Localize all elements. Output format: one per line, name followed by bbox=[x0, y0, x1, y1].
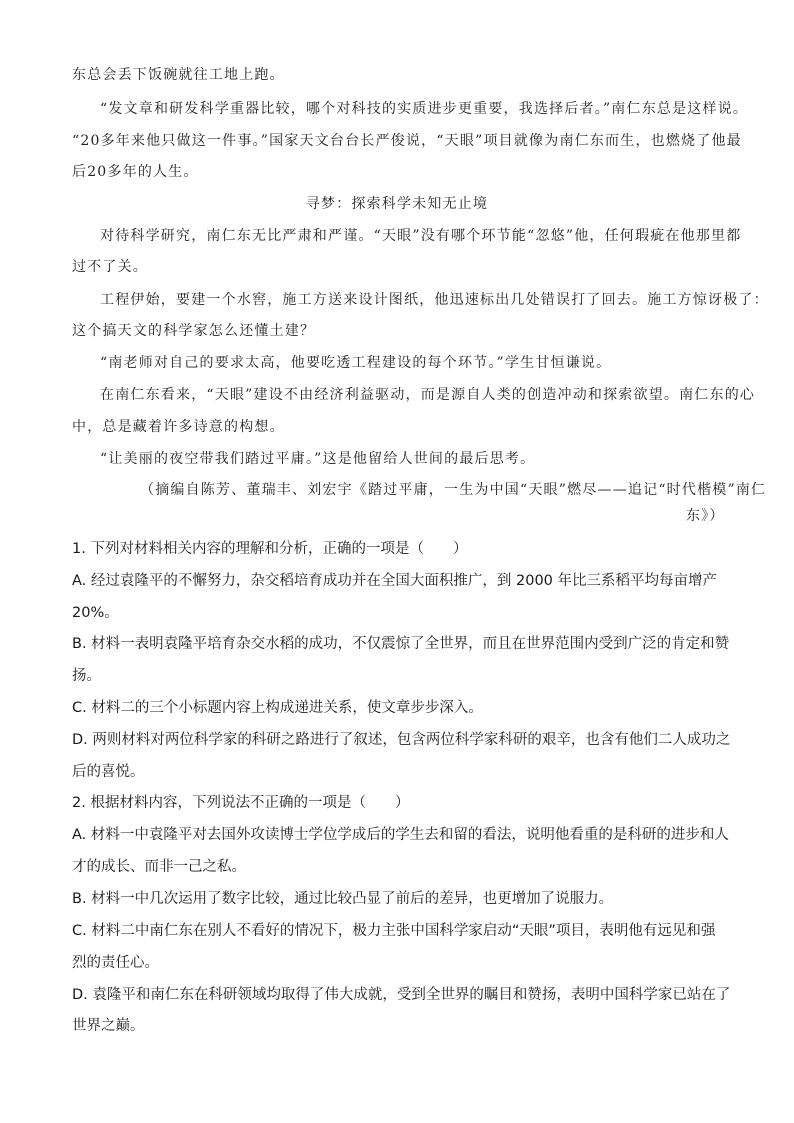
option-a: 才的成长、而非一己之私。 bbox=[72, 859, 246, 875]
option-a: A. 经过袁隆平的不懈努力，杂交稻培育成功并在全国大面积推广，到 2000 年比三系稻平均每亩增产 bbox=[72, 573, 717, 589]
option-d: 世界之巅。 bbox=[72, 1018, 145, 1034]
passage-line: “南老师对自己的要求太高，他要吃透工程建设的每个环节。”学生甘恒谦说。 bbox=[100, 355, 612, 371]
passage-line: 对待科学研究，南仁东无比严肃和严谨。“天眼”没有哪个环节能“忽悠”他，任何瑕疵在他那里都 bbox=[100, 228, 742, 244]
option-d: D. 袁隆平和南仁东在科研领域均取得了伟大成就，受到全世界的瞩目和赞扬，表明中国科学家已站在了 bbox=[72, 987, 731, 1003]
option-d: D. 两则材料对两位科学家的科研之路进行了叙述，包含两位科学家科研的艰辛，也含有他们二人成功之 bbox=[72, 732, 731, 748]
option-b: B. 材料一中几次运用了数字比较，通过比较凸显了前后的差异，也更增加了说服力。 bbox=[72, 891, 614, 907]
option-c: C. 材料二的三个小标题内容上构成递进关系，使文章步步深入。 bbox=[72, 700, 483, 716]
source-citation: （摘编自陈芳、董瑞丰、刘宏宇《踏过平庸，一生为中国“天眼”燃尽——追记“时代楷模”南仁 bbox=[140, 482, 767, 498]
section-heading: 寻梦：探索科学未知无止境 bbox=[305, 196, 489, 212]
source-citation: 东》） bbox=[686, 508, 725, 524]
passage-line: 在南仁东看来，“天眼”建设不由经济利益驱动，而是源自人类的创造冲动和探索欲望。南仁东的心 bbox=[100, 387, 756, 403]
passage-line: “20多年来他只做这一件事。”国家天文台台长严俊说，“天眼”项目就像为南仁东而生，也燃烧了他最 bbox=[72, 133, 742, 149]
passage-line: “让美丽的夜空带我们踏过平庸。”这是他留给人世间的最后思考。 bbox=[100, 451, 536, 467]
passage-line: “发文章和研发科学重器比较，哪个对科技的实质进步更重要，我选择后者。”南仁东总是这样说。 bbox=[100, 101, 749, 117]
option-d: 后的喜悦。 bbox=[72, 764, 145, 780]
option-a: A. 材料一中袁隆平对去国外攻读博士学位学成后的学生去和留的看法，说明他看重的是科研的进步和人 bbox=[72, 827, 729, 843]
passage-line: 过不了关。 bbox=[72, 259, 148, 275]
passage-line: 后20多年的人生。 bbox=[72, 164, 199, 180]
question-2-stem: 2. 根据材料内容，下列说法不正确的一项是（ ） bbox=[72, 795, 410, 811]
option-c: 烈的责任心。 bbox=[72, 955, 159, 971]
passage-line: 这个搞天文的科学家怎么还懂土建？ bbox=[72, 323, 316, 339]
option-b: 扬。 bbox=[72, 668, 101, 684]
option-b: B. 材料一表明袁隆平培育杂交水稻的成功，不仅震惊了全世界，而且在世界范围内受到广泛的肯定和赞 bbox=[72, 636, 730, 652]
passage-line: 中，总是藏着许多诗意的构想。 bbox=[72, 419, 285, 435]
passage-line: 东总会丢下饭碗就往工地上跑。 bbox=[72, 67, 285, 83]
question-1-stem: 1. 下列对材料相关内容的理解和分析，正确的一项是（ ） bbox=[72, 541, 468, 557]
option-c: C. 材料二中南仁东在别人不看好的情况下，极力主张中国科学家启动“天眼”项目，表明他有远见和强 bbox=[72, 923, 716, 939]
passage-line: 工程伊始，要建一个水窖，施工方送来设计图纸，他迅速标出几处错误打了回去。施工方惊讶极了： bbox=[100, 292, 769, 308]
option-a: 20%。 bbox=[72, 605, 119, 621]
